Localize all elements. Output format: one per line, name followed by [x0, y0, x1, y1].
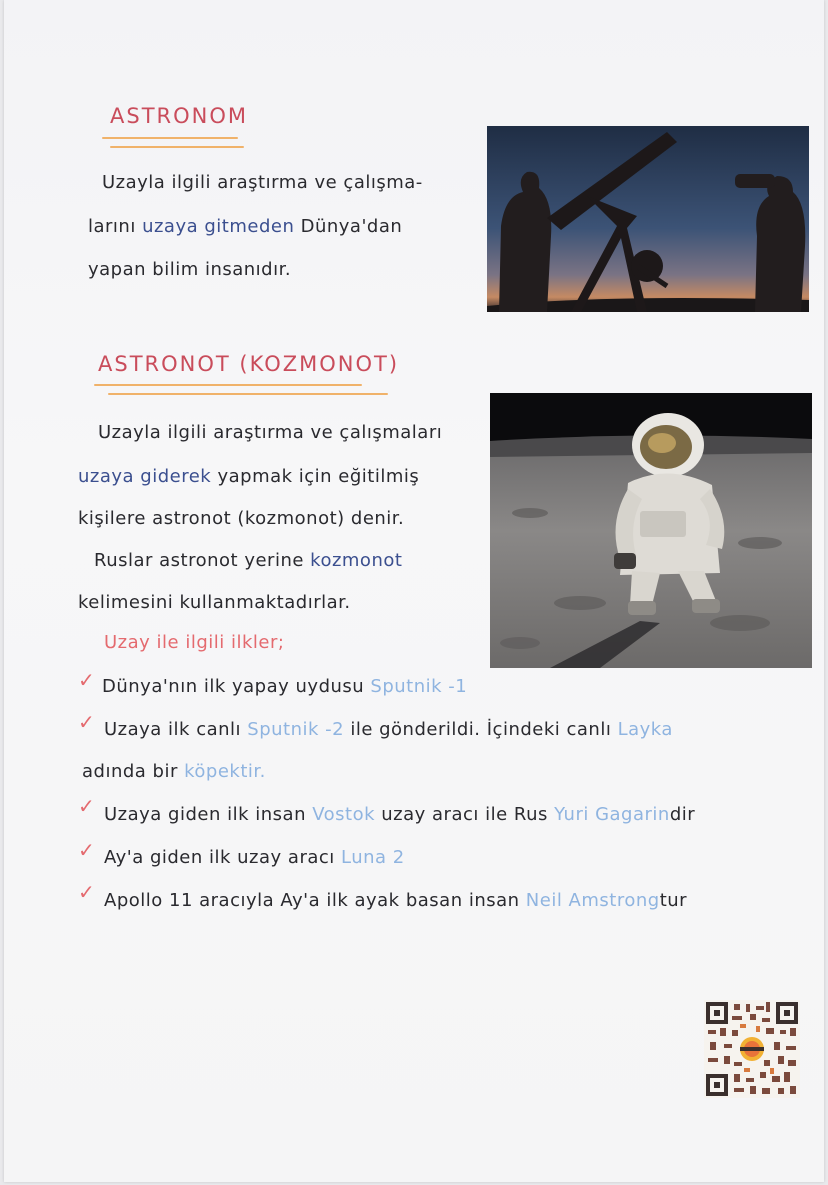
text-line [98, 422, 442, 443]
section-title-astronom: ASTRONOM [110, 104, 249, 128]
title-underline [108, 393, 388, 395]
text-segment: yapan bilim insanıdır. [88, 259, 292, 280]
list-item [104, 804, 695, 825]
highlight-segment: Yuri Gagarin [554, 804, 670, 825]
title-underline [102, 137, 238, 139]
list-item [104, 719, 673, 740]
text-segment: Uzaya ilk canlı [104, 719, 248, 740]
section-title-astronot: ASTRONOT (KOZMONOT) [98, 352, 400, 376]
list-item [102, 676, 467, 697]
text-line [88, 216, 402, 237]
highlight-segment: köpektir. [184, 761, 266, 782]
highlight-segment: Sputnik -2 [247, 719, 345, 740]
highlight-segment: Sputnik -1 [370, 676, 468, 697]
checkmark-icon: ✓ [78, 668, 95, 692]
checkmark-icon: ✓ [78, 794, 95, 818]
text-line [78, 466, 419, 487]
astronaut-photo [490, 393, 812, 668]
text-line [78, 592, 351, 613]
highlight-segment: Neil Amstrong [525, 890, 660, 911]
text-segment: Apollo 11 aracıyla Ay'a ilk ayak basan insan [104, 890, 526, 911]
checkmark-icon: ✓ [78, 880, 95, 904]
text-segment: adında bir [82, 761, 185, 782]
text-segment: Ruslar astronot yerine [94, 550, 311, 571]
text-segment: tur [659, 890, 688, 911]
checkmark-icon: ✓ [78, 710, 95, 734]
title-underline [94, 384, 362, 386]
highlight-segment: kozmonot [310, 550, 403, 571]
highlight-segment: uzaya gitmeden [142, 216, 295, 237]
text-segment: Uzayla ilgili araştırma ve çalışmaları [98, 422, 443, 443]
checkmark-icon: ✓ [78, 838, 95, 862]
highlight-segment: uzaya giderek [78, 466, 212, 487]
astronaut-on-moon-image [490, 393, 812, 668]
text-segment: Uzayla ilgili araştırma ve çalışma- [102, 172, 423, 193]
text-segment: Dünya'dan [294, 216, 403, 237]
text-segment: Uzaya giden ilk insan [104, 804, 313, 825]
text-line [88, 259, 291, 280]
text-segment: ile gönderildi. İçindeki canlı [344, 719, 618, 740]
title-underline [110, 146, 244, 148]
qr-code-image [704, 1000, 800, 1098]
text-segment: Dünya'nın ilk yapay uydusu [102, 676, 371, 697]
list-item [104, 847, 405, 868]
list-item-continuation [82, 761, 266, 782]
highlight-segment: Layka [617, 719, 673, 740]
text-segment: larını [88, 216, 143, 237]
text-segment: uzay aracı ile Rus [375, 804, 555, 825]
highlight-segment: Vostok [312, 804, 376, 825]
text-segment: yapmak için eğitilmiş [211, 466, 420, 487]
text-segment: kişilere astronot (kozmonot) denir. [78, 508, 405, 529]
notebook-page [4, 0, 824, 1182]
qr-code[interactable] [704, 1000, 800, 1098]
text-line [94, 550, 402, 571]
list-item [104, 890, 687, 911]
text-segment: Ay'a giden ilk uzay aracı [104, 847, 341, 868]
text-segment: dir [669, 804, 696, 825]
highlight-segment: Luna 2 [341, 847, 405, 868]
astronomer-silhouette-image [487, 126, 809, 312]
firsts-heading: Uzay ile ilgili ilkler; [104, 632, 285, 653]
text-segment: kelimesini kullanmaktadırlar. [78, 592, 351, 613]
text-line [102, 172, 423, 193]
astronomer-photo [487, 126, 809, 312]
text-line [78, 508, 404, 529]
